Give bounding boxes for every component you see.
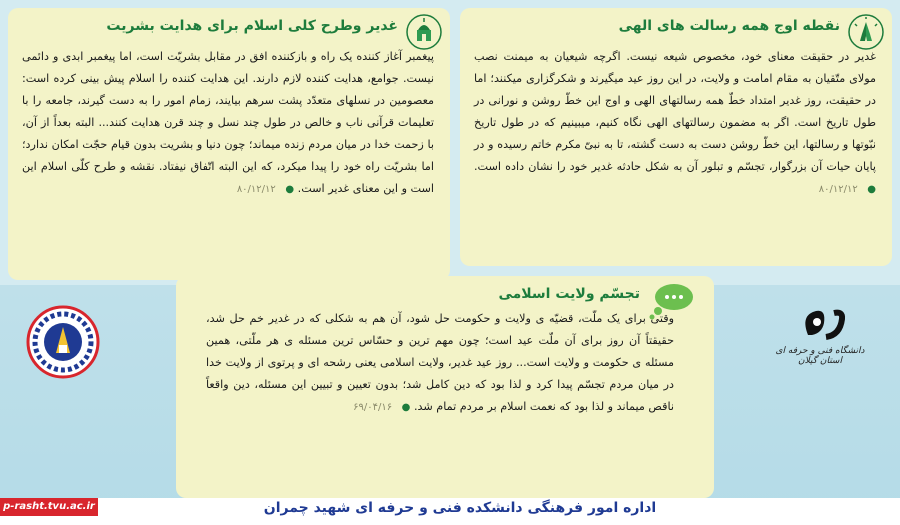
card-divine-missions [460,8,892,266]
card-date: ۸۰/۱۲/۱۲ [236,184,276,195]
university-seal-icon [26,305,100,379]
bullet-dot: ● [285,184,295,195]
card-body [206,308,674,419]
card-body [22,46,434,201]
card-islamic-wilayah [176,276,714,498]
card-body-text: پیغمبر آغاز کننده یک راه و بازکننده افق در مقابل بشریّت است، اما پیغمبر ابدی و دائمی نیست. جوامع، هدایت کننده لازم دارند. این هدایت کننده را اسلام پیش بینی کرده است: معصومین در نسلهای متعدّد پشت سرهم بیایند، زمام امور را به دست گیرند، جامعه را با تعلیمات قرآنی ناب و خالص در طول چند نسل و چند قرن هدایت کنند... البته بعداً از آن، با زحمت خدا در میان مردم زنده میماند؛ چون دنیا و بشریت بدون قیام حجّت امکان ندارد؛ اما بشریّت راه خود را پیدا میکرد، که این البته اتّفاق نیفتاد. نقشه و طرح کلّی اسلام این است و این معنای غدیر است. [22,50,434,195]
logo-caption: دانشگاه فنی و حرفه ای استان گیلان [775,346,865,366]
mosque-icon [406,14,442,50]
card-date: ۶۹/۰۴/۱۶ [353,402,393,413]
bullet-dot: ● [867,184,876,195]
card-body-text: وقتی برای یک ملّت، قضیّه ی ولایت و حکومت حل شود، آن هم به شکلی که در غدیر خم حل شد، حقیقتاً آن روز برای آن ملّت عید است؛ چون مهم ترین و حسّاس ترین مسئله ی هر ملّتی، همین مسئله ی حکومت و ولایت است... روز عید غدیر، ولایت اسلامی یعنی رشحه ای و پرتوی از ولایت خدا در میان مردم تجسّم پیدا کرد و لذا بود که دین کامل شد؛ بدون تعیین و تبیین این مسئله، دین واقعاً ناقص میماند و لذا بود که نعمت اسلام بر مردم تمام شد. [206,312,674,413]
praying-hands-icon [848,14,884,50]
footer-title: اداره امور فرهنگی دانشکده فنی و حرفه ای شهید چمران [263,500,657,516]
card-body-text: غدیر در حقیقت معنای خود، مخصوص شیعه نیست. اگرچه شیعیان به میمنت نصب مولای متّقیان به مقام امامت و ولایت، در این روز عید میگیرند و شکرگزاری میکنند؛ اما در حقیقت، روز غدیر امتداد خطّ همه رسالتهای الهی و اوج این خطّ روشن و نورانی در طول تاریخ است. اگر به مضمون رسالتهای الهی نگاه کنیم، میبینیم که در طول تاریخ نبّوتها و رسالتها، این خطّ روشن دست به دست گشته، تا به نبیّ مکرم خاتم رسیده و در پایان حیات آن بزرگوار، تجسّم و تبلور آن به شکل حادثه غدیر خود را نشان داده است. [474,50,876,173]
bullet-dot: ● [401,402,411,413]
card-title: غدیر وطرح کلی اسلام برای هدایت بشریت [106,18,398,34]
card-title: نقطه اوج همه رسالت های الهی [618,18,840,34]
card-islam-guidance-plan [8,8,450,280]
website-badge[interactable]: p-rasht.tvu.ac.ir [0,498,98,516]
card-title: تجسّم ولایت اسلامی [498,286,640,302]
card-body [474,46,876,201]
card-date: ۸۰/۱۲/۱۲ [818,184,858,195]
